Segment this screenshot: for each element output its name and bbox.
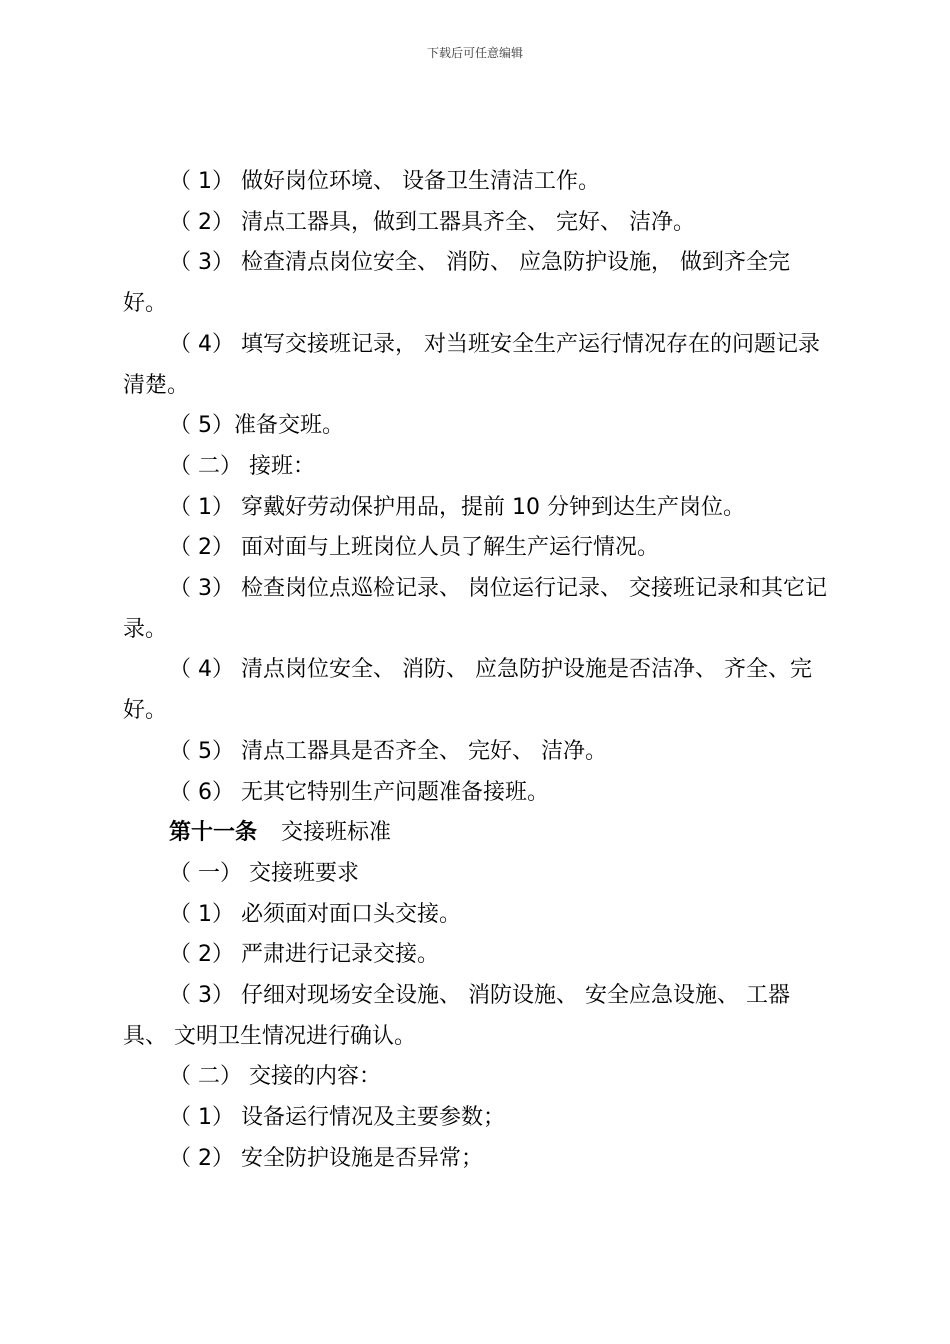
article-heading (123, 813, 833, 854)
document-body (123, 162, 833, 1180)
paragraph: （ 1） 做好岗位环境、 设备卫生清洁工作。 (169, 169, 600, 194)
paragraph: （ 2） 清点工器具，做到工器具齐全、 完好、 洁净。 (169, 209, 695, 235)
paragraph: （ 3） 仔细对现场安全设施、 消防设施、 安全应急设施、 工器具、 文明卫生情况进行确认。 (123, 983, 790, 1049)
paragraph: （ 4） 清点岗位安全、 消防、 应急防护设施是否洁净、 齐全、完好。 (123, 657, 812, 724)
paragraph: （ 5） 清点工器具是否齐全、 完好、 洁净。 (169, 738, 607, 764)
paragraph: （ 3） 检查岗位点巡检记录、 岗位运行记录、 交接班记录和其它记录。 (123, 576, 827, 642)
article-number: 第十一条 (169, 820, 258, 846)
paragraph: （ 二） 接班： (169, 453, 315, 479)
paragraph: （ 2） 严肃进行记录交接。 (169, 942, 439, 968)
paragraph: （ 1） 穿戴好劳动保护用品，提前 10 分钟到达生产岗位。 (169, 494, 745, 520)
paragraph: （ 5）准备交班。 (169, 413, 344, 439)
paragraph: （ 4） 填写交接班记录， 对当班安全生产运行情况存在的问题记录清楚。 (123, 331, 820, 398)
paragraph: （ 1） 必须面对面口头交接。 (169, 901, 461, 927)
paragraph: （ 一） 交接班要求 (169, 860, 359, 886)
paragraph: （ 2） 安全防护设施是否异常； (169, 1145, 483, 1171)
paragraph: （ 1） 设备运行情况及主要参数； (169, 1105, 505, 1131)
paragraph: （ 二） 交接的内容： (169, 1064, 381, 1090)
article-subject: 交接班标准 (281, 820, 392, 846)
paragraph: （ 2） 面对面与上班岗位人员了解生产运行情况。 (169, 535, 659, 561)
paragraph: （ 6） 无其它特别生产问题准备接班。 (169, 779, 549, 805)
paragraph: （ 3） 检查清点岗位安全、 消防、 应急防护设施， 做到齐全完好。 (123, 250, 790, 317)
page-header: 下载后可任意编辑 (426, 46, 523, 60)
